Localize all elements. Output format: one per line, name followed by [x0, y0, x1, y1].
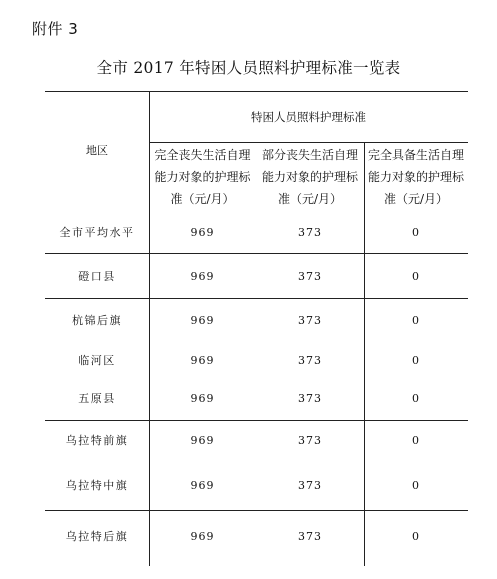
column-header-partial-loss	[256, 143, 364, 211]
value-cell: 969	[190, 529, 215, 543]
value-cell: 969	[190, 433, 215, 447]
region-header: 地区	[86, 144, 108, 157]
column-header-line: 准（元/月）	[277, 192, 343, 206]
value-cell: 373	[298, 313, 322, 327]
row-rule	[45, 510, 468, 511]
value-cell: 969	[190, 391, 215, 405]
region-cell: 磴口县	[78, 270, 116, 283]
column-header-line: 部分丧失生活自理	[261, 148, 358, 162]
value-cell: 0	[412, 269, 420, 283]
value-cell: 373	[298, 478, 322, 492]
column-header-line: 完全丧失生活自理	[154, 148, 251, 162]
region-cell: 杭锦后旗	[72, 314, 122, 327]
column-header-self-care	[364, 143, 468, 211]
value-cell: 0	[412, 433, 420, 447]
group-header: 特困人员照料护理标准	[251, 110, 366, 124]
value-cell: 373	[298, 269, 322, 283]
value-cell: 0	[412, 529, 420, 543]
row-rule	[45, 420, 468, 421]
row-rule	[45, 253, 468, 254]
value-cell: 373	[298, 225, 322, 239]
region-cell: 乌拉特后旗	[65, 530, 129, 543]
value-cell: 969	[190, 478, 215, 492]
value-cell: 969	[190, 225, 215, 239]
value-cell: 373	[298, 353, 322, 367]
value-cell: 969	[190, 353, 215, 367]
value-cell: 0	[412, 225, 420, 239]
region-cell: 临河区	[78, 354, 116, 367]
value-cell: 373	[298, 433, 322, 447]
value-cell: 373	[298, 391, 322, 405]
region-cell: 五原县	[78, 392, 116, 405]
attachment-label: 附件 3	[32, 20, 79, 38]
region-cell: 乌拉特中旗	[65, 479, 129, 492]
value-cell: 0	[412, 391, 420, 405]
row-rule	[45, 298, 468, 299]
column-header-line: 准（元/月）	[170, 192, 235, 206]
column-header-line: 能力对象的护理标	[154, 170, 251, 184]
column-header-line: 能力对象的护理标	[261, 170, 358, 184]
column-header-line: 完全具备生活自理	[367, 148, 464, 162]
value-cell: 0	[412, 313, 420, 327]
value-cell: 0	[412, 478, 420, 492]
region-cell: 全市平均水平	[59, 226, 135, 239]
column-header-full-loss	[149, 143, 256, 211]
column-header-line: 能力对象的护理标	[367, 170, 464, 184]
region-cell: 乌拉特前旗	[65, 434, 129, 447]
value-cell: 969	[190, 269, 215, 283]
value-cell: 373	[298, 529, 322, 543]
document-title: 全市 2017 年特困人员照料护理标准一览表	[96, 59, 401, 77]
column-header-line: 准（元/月）	[383, 192, 449, 206]
value-cell: 0	[412, 353, 420, 367]
value-cell: 969	[190, 313, 215, 327]
